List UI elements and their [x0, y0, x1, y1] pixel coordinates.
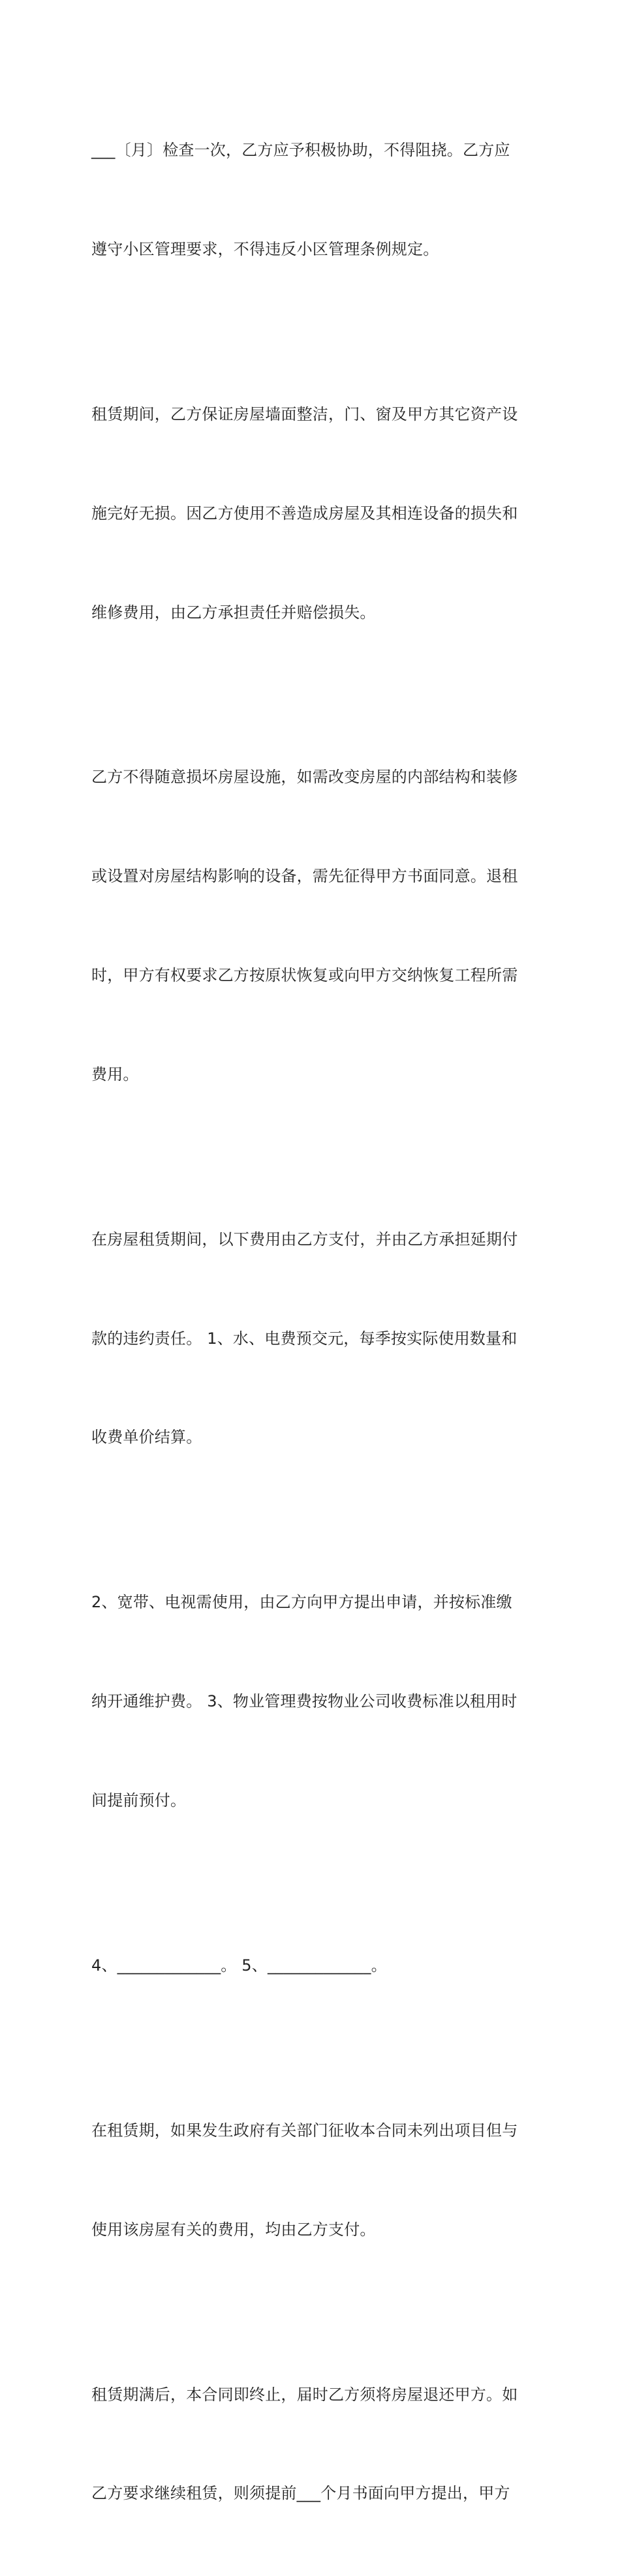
text-line: 间提前预付。: [91, 1791, 187, 1810]
text-line: 款的违约责任。 1、水、电费预交元，每季按实际使用数量和: [91, 1329, 518, 1348]
text-line: 2、宽带、电视需使用，由乙方向甲方提出申请，并按标准缴: [91, 1593, 512, 1612]
text-line: 使用该房屋有关的费用，均由乙方支付。: [91, 2220, 376, 2239]
text-line: ___〔月〕检查一次，乙方应予积极协助，不得阻挠。乙方应: [91, 141, 510, 160]
paragraph-broadband: [91, 1520, 535, 1883]
text-line: 遵守小区管理要求，不得违反小区管理条例规定。: [91, 239, 439, 258]
text-line: 费用。: [91, 1065, 139, 1083]
text-line: 时，甲方有权要求乙方按原状恢复或向甲方交纳恢复工程所需: [91, 966, 518, 985]
text-line: 乙方要求继续租赁，则须提前___个月书面向甲方提出，甲方: [91, 2484, 510, 2503]
text-line: 施完好无损。因乙方使用不善造成房屋及其相连设备的损失和: [91, 504, 518, 523]
paragraph-blank-items: [91, 1883, 535, 2048]
text-line: 4、_____________。 5、_____________。: [91, 1956, 387, 1975]
paragraph-maintenance: [91, 332, 535, 695]
text-line: 在房屋租赁期间，以下费用由乙方支付，并由乙方承担延期付: [91, 1230, 518, 1249]
paragraph-inspection: [91, 68, 535, 332]
paragraph-fees: [91, 1157, 535, 1521]
document-body: [91, 68, 535, 2576]
text-line: 乙方不得随意损坏房屋设施，如需改变房屋的内部结构和装修: [91, 768, 518, 787]
text-line: 在租赁期，如果发生政府有关部门征收本合同未列出项目但与: [91, 2121, 518, 2140]
text-line: 或设置对房屋结构影响的设备，需先征得甲方书面同意。退租: [91, 867, 518, 886]
paragraph-alterations: [91, 695, 535, 1157]
text-line: 维修费用，由乙方承担责任并赔偿损失。: [91, 603, 376, 622]
text-line: 租赁期满后，本合同即终止，届时乙方须将房屋退还甲方。如: [91, 2385, 518, 2404]
text-line: 收费单价结算。: [91, 1428, 202, 1447]
text-line: 纳开通维护费。 3、物业管理费按物业公司收费标准以租用时: [91, 1692, 518, 1711]
paragraph-government-fees: [91, 2048, 535, 2312]
paragraph-termination: [91, 2312, 535, 2576]
text-line: 租赁期间，乙方保证房屋墙面整洁，门、窗及甲方其它资产设: [91, 404, 518, 423]
